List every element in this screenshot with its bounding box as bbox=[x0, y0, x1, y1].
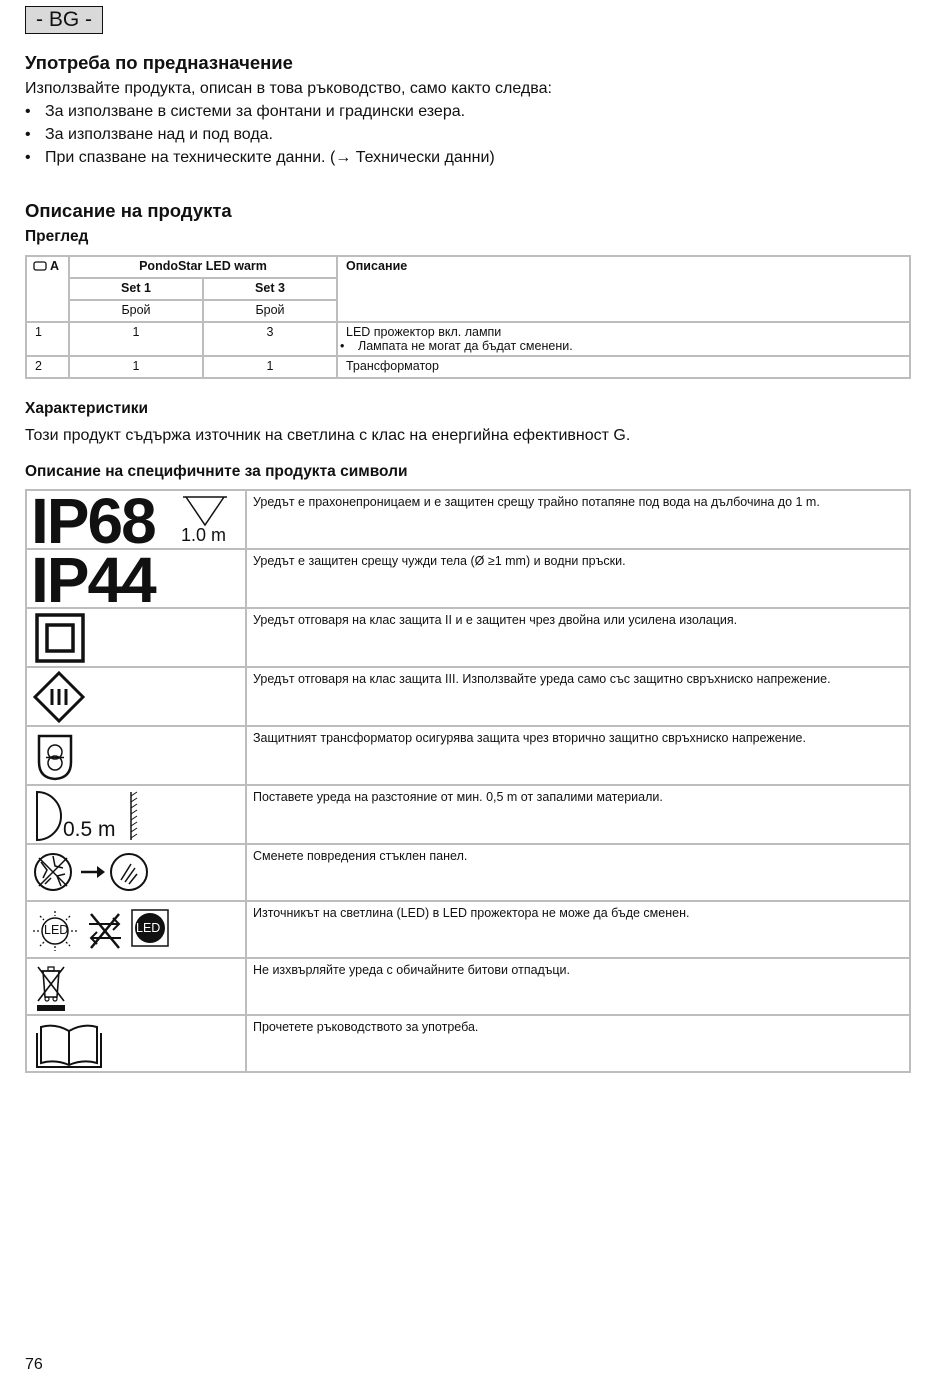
table-row bbox=[26, 958, 910, 1015]
protection-class-2-symbol bbox=[26, 608, 246, 667]
table-row bbox=[26, 785, 910, 844]
symbol-description: Сменете повредения стъклен панел. bbox=[246, 844, 910, 901]
symbol-description: Не изхвърляйте уреда с обичайните битови отпадъци. bbox=[246, 958, 910, 1015]
col-a-label: A bbox=[50, 259, 60, 273]
table-row bbox=[26, 490, 910, 549]
open-book-icon bbox=[33, 1021, 105, 1069]
row-description: Трансформатор bbox=[337, 356, 910, 378]
row-set1: 1 bbox=[69, 356, 203, 378]
col-a-header bbox=[26, 256, 69, 322]
distance-symbol bbox=[26, 785, 246, 844]
intended-use-intro: Използвайте продукта, описан в това ръководство, само както следва: bbox=[25, 80, 552, 97]
table-row bbox=[26, 608, 910, 667]
table-row bbox=[26, 844, 910, 901]
table-row bbox=[26, 356, 910, 378]
symbol-description: Източникът на светлина (LED) в LED прожектора не може да бъде сменен. bbox=[246, 901, 910, 958]
no-exchange-icon bbox=[85, 912, 125, 950]
symbol-description: Уредът отговаря на клас защита II и е защитен чрез двойна или усилена изолация. bbox=[246, 608, 910, 667]
symbols-table bbox=[25, 485, 911, 1073]
row-desc-note: • Лампата не могат да бъдат сменени. bbox=[346, 339, 901, 353]
submersion-depth-icon bbox=[182, 495, 228, 527]
read-manual-symbol bbox=[26, 1015, 246, 1072]
diamond-three-icon bbox=[33, 671, 85, 723]
protection-class-3-symbol bbox=[26, 667, 246, 726]
page-number: 76 bbox=[25, 1356, 43, 1373]
broken-glass-arrow-icon bbox=[33, 850, 149, 894]
intended-use-title: Употреба по предназначение bbox=[25, 52, 293, 73]
description-header: Описание bbox=[337, 256, 910, 322]
safety-transformer-symbol bbox=[26, 726, 246, 785]
table-row bbox=[26, 1015, 910, 1072]
ip68-depth: 1.0 m bbox=[181, 525, 227, 545]
lang-dash-left: - bbox=[36, 8, 49, 31]
symbol-description: Уредът е прахонепроницаем и е защитен срещу трайно потапяне под вода на дълбочина до 1 m. bbox=[246, 490, 910, 549]
symbol-description: Поставете уреда на разстояние от мин. 0,5 m от запалими материали. bbox=[246, 785, 910, 844]
ip68-symbol bbox=[26, 485, 246, 557]
product-header: PondoStar LED warm bbox=[69, 256, 337, 278]
transformer-shield-icon bbox=[35, 732, 75, 782]
lamp-halfcircle-icon bbox=[33, 790, 65, 842]
row-set3: 3 bbox=[203, 322, 337, 356]
set3-count-header: Брой bbox=[203, 300, 337, 322]
symbol-description: Уредът отговаря на клас защита III. Използвайте уреда само със защитно свръхниско напрежение. bbox=[246, 667, 910, 726]
features-text: Този продукт съдържа източник на светлина с клас на енергийна ефективност G. bbox=[25, 427, 631, 444]
double-square-icon bbox=[35, 613, 85, 663]
figure-icon bbox=[33, 261, 47, 271]
wall-hatch-icon bbox=[129, 790, 139, 842]
row-set3: 1 bbox=[203, 356, 337, 378]
symbols-title: Описание на специфичните за продукта символи bbox=[25, 463, 408, 480]
features-title: Характеристики bbox=[25, 400, 149, 417]
ip44-label: IP44 bbox=[31, 544, 155, 616]
set1-count-header: Брой bbox=[69, 300, 203, 322]
product-description-title: Описание на продукта bbox=[25, 200, 232, 221]
table-row bbox=[26, 549, 910, 608]
overview-table bbox=[25, 255, 911, 379]
list-item: • За използване в системи за фонтани и градински езера. bbox=[25, 100, 911, 123]
table-row bbox=[26, 322, 910, 356]
table-row bbox=[26, 726, 910, 785]
crossed-bin-icon bbox=[35, 963, 67, 1013]
led-label-2: LED bbox=[136, 921, 161, 935]
weee-symbol bbox=[26, 958, 246, 1015]
symbol-description: Защитният трансформатор осигурява защита чрез вторично защитно свръхниско напрежение. bbox=[246, 726, 910, 785]
table-row bbox=[26, 667, 910, 726]
row-set1: 1 bbox=[69, 322, 203, 356]
set3-header: Set 3 bbox=[203, 278, 337, 300]
overview-title: Преглед bbox=[25, 228, 89, 245]
distance-label: 0.5 m bbox=[63, 818, 116, 841]
list-item: • При спазване на техническите данни. (→ Технически данни) bbox=[25, 146, 911, 169]
symbol-description: Уредът е защитен срещу чужди тела (Ø ≥1 mm) и водни пръски. bbox=[246, 549, 910, 608]
ip68-label: IP68 bbox=[31, 485, 155, 557]
row-desc-text: LED прожектор вкл. лампи bbox=[346, 325, 502, 339]
replace-glass-symbol bbox=[26, 844, 246, 901]
row-pos: 1 bbox=[26, 322, 69, 356]
lang-code: BG bbox=[48, 8, 80, 31]
list-item: • За използване над и под вода. bbox=[25, 123, 911, 146]
ip44-symbol bbox=[26, 544, 246, 616]
row-description bbox=[337, 322, 910, 356]
led-not-replaceable-symbol bbox=[26, 901, 246, 958]
set1-header: Set 1 bbox=[69, 278, 203, 300]
row-pos: 2 bbox=[26, 356, 69, 378]
intended-use-list bbox=[25, 100, 911, 169]
lang-dash-right: - bbox=[79, 8, 92, 31]
led-label-1: LED bbox=[44, 923, 69, 937]
symbol-description: Прочетете ръководството за употреба. bbox=[246, 1015, 910, 1072]
language-tag bbox=[25, 6, 103, 34]
table-row bbox=[26, 901, 910, 958]
